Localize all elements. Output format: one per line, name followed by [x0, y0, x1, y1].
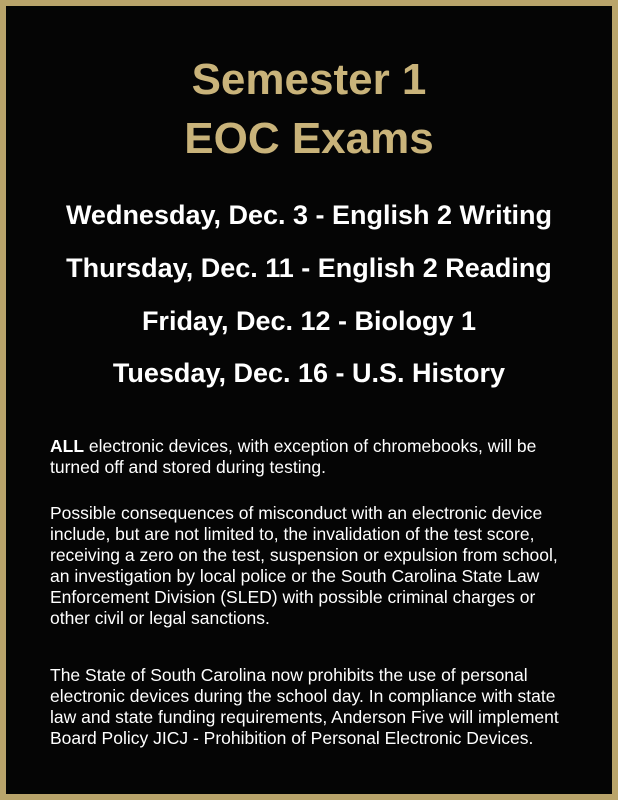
schedule-item: Tuesday, Dec. 16 - U.S. History [112, 358, 506, 388]
schedule-item: Friday, Dec. 12 - Biology 1 [141, 306, 477, 336]
devices-notice [50, 436, 580, 478]
devices-emphasis: ALL [50, 436, 85, 456]
title-line-1: Semester 1 [191, 55, 427, 104]
schedule-item: Thursday, Dec. 11 - English 2 Reading [66, 253, 552, 283]
title-line-2: EOC Exams [184, 114, 434, 163]
devices-notice-text: electronic devices, with exception of chromebooks, will be turned off and stored during testing. [50, 436, 537, 477]
schedule-item: Wednesday, Dec. 3 - English 2 Writing [65, 200, 553, 230]
policy-notice: The State of South Carolina now prohibits the use of personal electronic devices during the school day. In compliance with state law and state funding requirements, Anderson Five will implement Board Policy JICJ - Prohibition of Personal Electronic Devices. [50, 665, 559, 748]
consequences-notice: Possible consequences of misconduct with an electronic device include, but are not limited to, the invalidation of the test score, receiving a zero on the test, suspension or expulsion from school, an investigation by local police or the South Carolina State Law Enforcement Division (SLED) with possible criminal charges or other civil or legal sanctions. [50, 503, 558, 628]
